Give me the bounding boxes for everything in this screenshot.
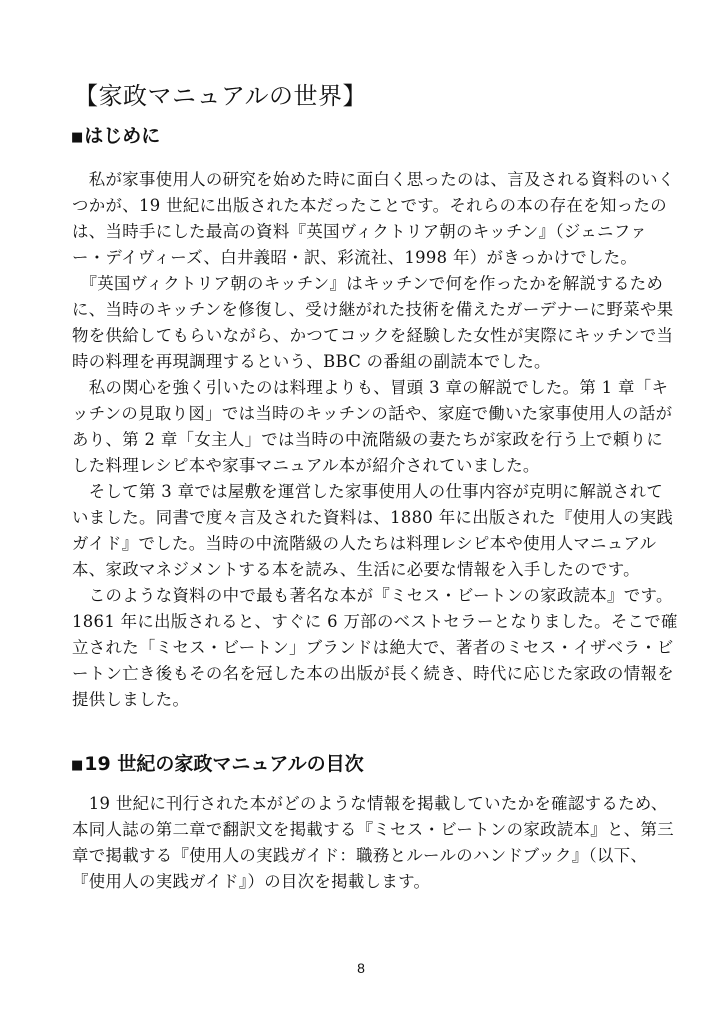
text-line: ートン亡き後もその名を冠した本の出版が長く続き、時代に応じた家政の情報を [72,664,675,683]
text-line: した料理レシピ本や家事マニュアル本が紹介されていました。 [72,456,540,475]
text-line: あり、第 2 章「女主人」では当時の中流階級の妻たちが家政を行う上で頼りに [72,430,664,449]
text-line: いました。同書で度々言及された資料は、1880 年に出版された『使用人の実践 [72,508,674,527]
section-heading-text: 19 世紀の家政マニュアルの目次 [84,753,364,775]
text-line: ッチンの見取り図」では当時のキッチンの話や、家庭で働いた家事使用人の話が [72,404,673,423]
page-number: 8 [357,960,365,976]
text-line: 私が家事使用人の研究を始めた時に面白く思ったのは、言及される資料のいく [72,170,675,189]
text-line: 時の料理を再現調理するという、BBC の番組の副読本でした。 [72,352,551,371]
text-line: 19 世紀に刊行された本がどのような情報を掲載していたかを確認するため、 [72,794,668,813]
text-line: 1861 年に出版されると、すぐに 6 万部のベストセラーとなりました。そこで確 [72,612,678,631]
square-bullet-icon: ■ [71,130,84,145]
text-line: ガイド』でした。当時の中流階級の人たちは料理レシピ本や使用人マニュアル [72,534,657,553]
section-heading-table-of-contents [71,749,364,776]
text-line: このような資料の中で最も著名な本が『ミセス・ビートンの家政読本』です。 [72,586,673,605]
text-line: 章で掲載する『使用人の実践ガイド：職務とルールのハンドブック』（以下、 [72,846,648,865]
text-line: つかが、19 世紀に出版された本だったことです。それらの本の存在を知ったの [72,196,667,215]
page-title: 【家政マニュアルの世界】 [74,82,368,110]
text-line: 提供しました。 [72,690,190,709]
text-line: 私の関心を強く引いたのは料理よりも、冒頭 3 章の解説でした。第 1 章「キ [72,378,669,397]
text-line: 立された「ミセス・ビートン」ブランドは絶大で、著者のミセス・イザベラ・ビ [72,638,674,657]
section-heading-text: はじめに [84,125,161,147]
text-line: 本同人誌の第二章で翻訳文を掲載する『ミセス・ビートンの家政読本』と、第三 [72,820,675,839]
text-line: 物を供給してもらいながら、かつてコックを経験した女性が実際にキッチンで当 [72,326,674,345]
text-line: に、当時のキッチンを修復し、受け継がれた技術を備えたガーデナーに野菜や果 [72,300,674,319]
text-line: 本、家政マネジメントする本を読み、生活に必要な情報を入手したのです。 [72,560,640,579]
text-line: 『使用人の実践ガイド』）の目次を掲載します。 [72,872,431,891]
section-heading-introduction [71,121,160,148]
text-line: ー・デイヴィーズ、白井義昭・訳、彩流社、1998 年）がきっかけでした。 [72,248,638,267]
text-line: は、当時手にした最高の資料『英国ヴィクトリア朝のキッチン』（ジェニファ [72,222,647,241]
text-line: 『英国ヴィクトリア朝のキッチン』はキッチンで何を作ったかを解説するため [72,274,664,293]
square-bullet-icon: ■ [71,758,84,773]
text-line: そして第 3 章では屋敷を運営した家事使用人の仕事内容が克明に解説されて [72,482,664,501]
